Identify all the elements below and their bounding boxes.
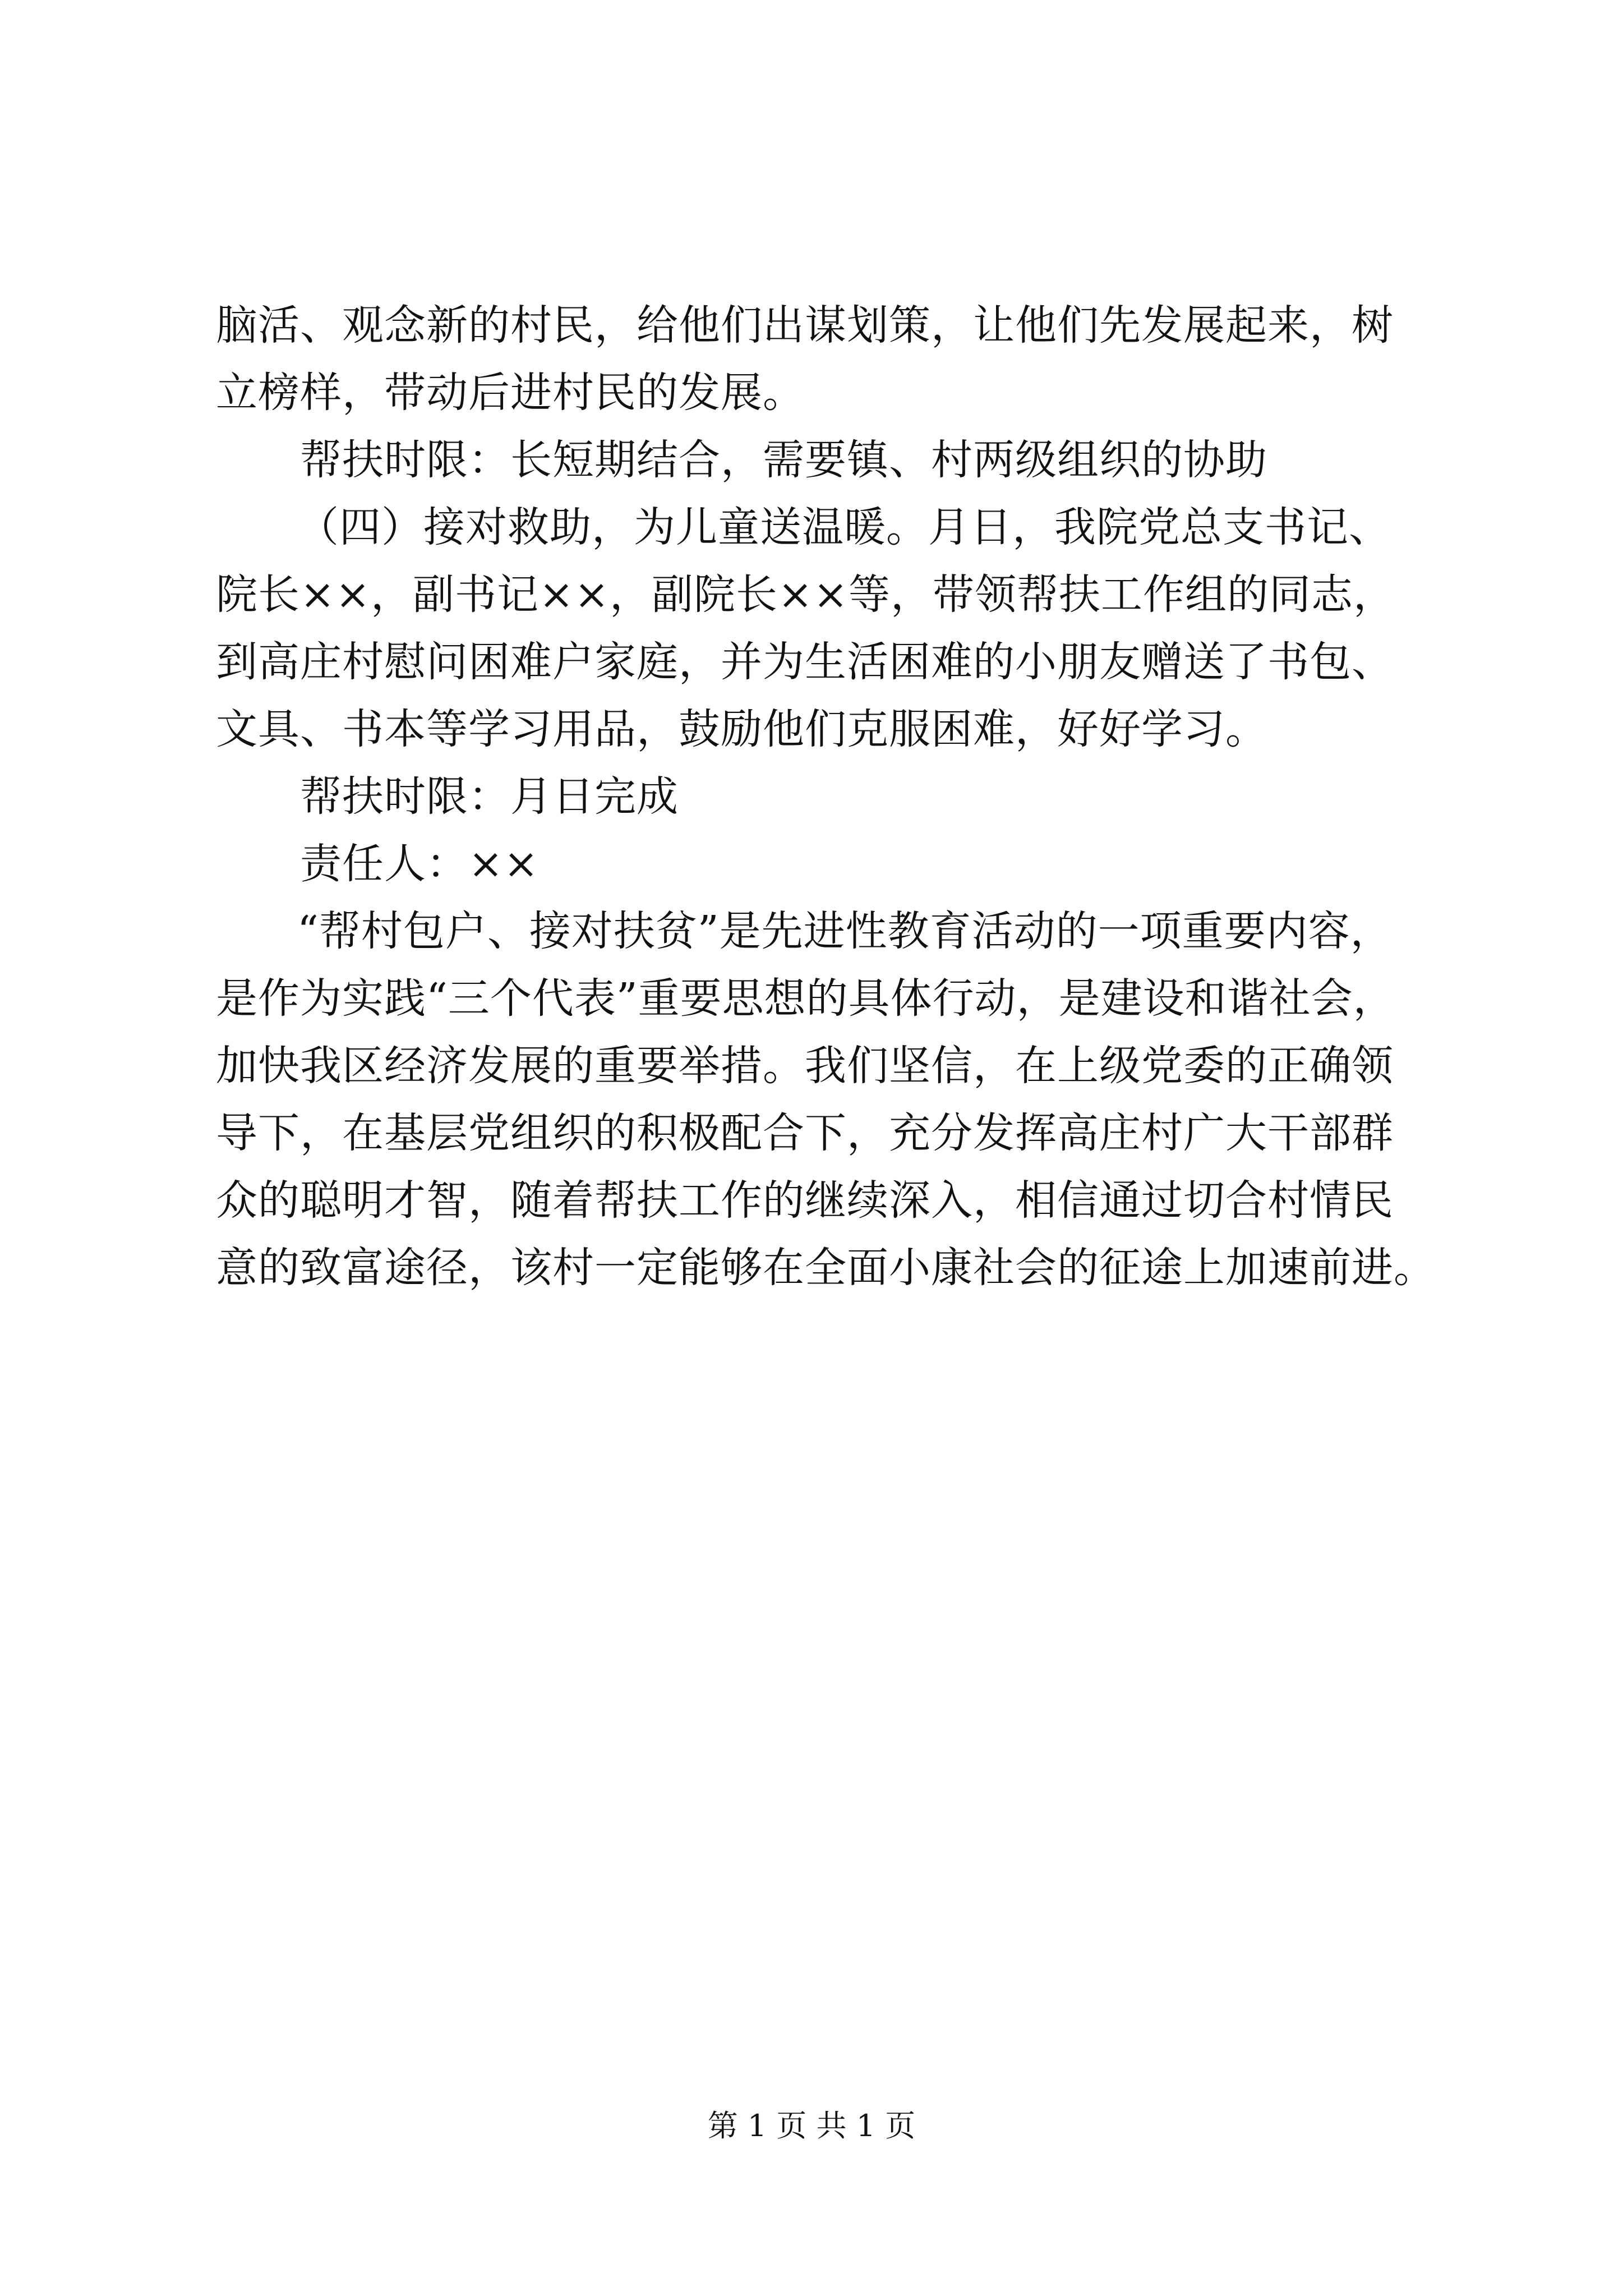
document-body <box>216 292 1436 1301</box>
paragraph-line: 院长××，副书记××，副院长××等，带领帮扶工作组的同志， <box>216 570 1396 619</box>
paragraph-line: “帮村包户、接对扶贫”是先进性教育活动的一项重要内容， <box>297 907 1393 955</box>
page-footer: 第 1 页 共 1 页 <box>707 2108 916 2143</box>
paragraph-line: 到高庄村慰问困难户家庭，并为生活困难的小朋友赠送了书包、 <box>216 638 1394 686</box>
paragraph-line: 众的聪明才智，随着帮扶工作的继续深入，相信通过切合村情民 <box>216 1176 1394 1225</box>
paragraph-line: 意的致富途径，该村一定能够在全面小康社会的征途上加速前进。 <box>216 1244 1436 1292</box>
paragraph-line: （四）接对救助，为儿童送温暖。月日，我院党总支书记、 <box>297 503 1391 551</box>
paragraph-line: 帮扶时限：月日完成 <box>300 772 679 821</box>
paragraph-line: 脑活、观念新的村民，给他们出谋划策，让他们先发展起来，树 <box>216 301 1394 349</box>
paragraph-line: 加快我区经济发展的重要举措。我们坚信，在上级党委的正确领 <box>216 1042 1394 1090</box>
paragraph-line: 帮扶时限：长短期结合，需要镇、村两级组织的协助 <box>300 436 1267 484</box>
paragraph-line: 文具、书本等学习用品，鼓励他们克服困难，好好学习。 <box>216 705 1267 753</box>
paragraph-line: 导下，在基层党组织的积极配合下，充分发挥高庄村广大干部群 <box>216 1109 1394 1157</box>
paragraph-line: 责任人：×× <box>300 840 540 888</box>
paragraph-line: 是作为实践“三个代表”重要思想的具体行动，是建设和谐社会， <box>216 974 1395 1023</box>
paragraph-line: 立榜样，带动后进村民的发展。 <box>216 369 805 417</box>
